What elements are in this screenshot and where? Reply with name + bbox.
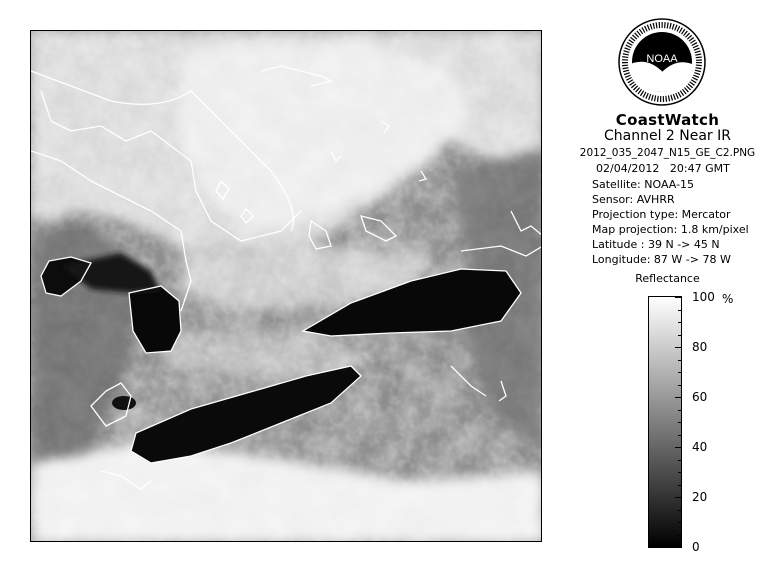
satellite-info: Satellite: NOAA-15 [592,178,695,191]
colorbar-tick [678,335,682,336]
colorbar-tick [675,347,682,348]
product-title: CoastWatch [615,111,720,129]
projection-type: Projection type: Mercator [592,208,731,221]
logo-center-text: NOAA [646,53,678,65]
colorbar-tick [678,485,682,486]
colorbar-tick [675,547,682,548]
colorbar-tick [675,397,682,398]
image-date: 02/04/2012 [596,162,660,175]
noaa-logo [618,18,706,106]
colorbar-tick-label: 80 [692,340,708,354]
colorbar-tick [678,535,682,536]
colorbar-tick [678,310,682,311]
date-time [596,162,730,175]
channel-name: Channel 2 Near IR [603,128,731,144]
image-time: 20:47 GMT [669,162,730,175]
colorbar-tick [678,360,682,361]
map-canvas [31,31,542,542]
colorbar-tick [678,435,682,436]
colorbar-gradient [648,296,682,548]
colorbar-tick-label: 40 [692,440,708,454]
colorbar-tick [678,460,682,461]
colorbar-tick-label: 20 [692,490,708,504]
colorbar-tick [678,422,682,423]
lake-st-clair [112,396,136,410]
colorbar-tick [678,322,682,323]
colorbar-tick-label: 0 [692,540,700,554]
colorbar-tick [678,522,682,523]
colorbar-tick [675,447,682,448]
colorbar-unit: % [722,292,734,306]
colorbar-tick [675,497,682,498]
sensor-info: Sensor: AVHRR [592,193,675,206]
colorbar-tick [678,372,682,373]
colorbar-tick-label: 100 [692,290,715,304]
longitude-range: Longitude: 87 W -> 78 W [592,253,731,266]
colorbar-tick-label: 60 [692,390,708,404]
image-filename: 2012_035_2047_N15_GE_C2.PNG [579,147,756,159]
colorbar-label: Reflectance [635,272,700,285]
colorbar-tick [678,510,682,511]
map-projection: Map projection: 1.8 km/pixel [592,223,749,236]
colorbar-tick [675,297,682,298]
info-panel [560,18,775,563]
latitude-range: Latitude : 39 N -> 45 N [592,238,720,251]
colorbar [648,290,715,554]
colorbar-tick [678,472,682,473]
colorbar-tick [678,385,682,386]
satellite-image-map [30,30,542,542]
colorbar-tick [678,410,682,411]
